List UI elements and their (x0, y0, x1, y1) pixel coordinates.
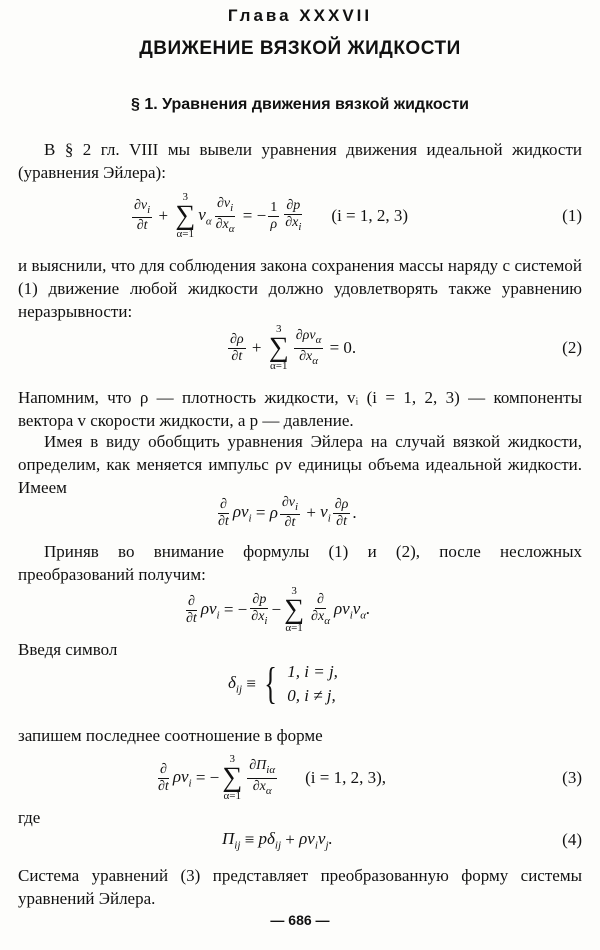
equation-2-body: $\frac{\partial\rho}{\partial t}$ + 3 ∑ α=1 $\frac{\partial\rho v_\alpha}{\partial x_\alpha}$ = 0. (230, 323, 357, 372)
equation-2 (18, 318, 582, 378)
equation-3-condition: (i = 1, 2, 3), (305, 768, 387, 787)
section-title: § 1. Уравнения движения вязкой жидкости (131, 96, 469, 113)
page-number: — 686 — (270, 912, 330, 928)
equation-1-condition: (i = 1, 2, 3) (331, 206, 409, 225)
equation-3-number: (3) (562, 768, 582, 787)
equation-3 (18, 748, 582, 808)
equation-2-number: (2) (562, 338, 582, 357)
paragraph-where: где (18, 808, 41, 827)
paragraph-continuity: и выяснили, что для соблюдения закона сохранения массы наряду с системой (1) движение любой жидкости должно удовлетворять также уравнению неразрывности: (18, 256, 582, 321)
equation-1 (18, 186, 582, 246)
paragraph-definitions: Напомним, что ρ — плотность жидкости, vᵢ (i = 1, 2, 3) — компоненты вектора v скорости жидкости, а p — давление. (18, 388, 582, 430)
equation-1-body: $\frac{\partial v_i}{\partial t}$ + 3 ∑ α=1 $v_\alpha$ $\frac{\partial v_i}{\partial x_\alpha}$ = − $\frac{1}{\rho}$ $\frac{\partial p}{\partial x_i}$ (i = 1, 2, 3) (134, 191, 409, 240)
equation-1-number: (1) (562, 206, 582, 225)
equation-momentum-body: $\frac{\partial}{\partial t}$ $\rho v_i$ = ρ $\frac{\partial v_i}{\partial t}$ + $v_i$ $\frac{\partial\rho}{\partial t}$ . (218, 494, 357, 531)
chapter-label: Глава XXXVII (227, 6, 373, 25)
equation-transformed-body: $\frac{\partial}{\partial t}$ $\rho v_i$ = − $\frac{\partial p}{\partial x_i}$ − 3 ∑ α=1 $\frac{\partial}{\partial x_\alpha}$ $\rho v_iv_\alpha$. (186, 585, 371, 634)
paragraph-intro: В § 2 гл. VIII мы вывели уравнения движения идеальной жидкости (уравнения Эйлера): (18, 140, 582, 182)
equation-delta-body: $\delta_{ij}$ ≡ { 1, i = j, 0, i ≠ j, (228, 659, 338, 708)
equation-3-body: $\frac{\partial}{\partial t}$ $\rho v_i$ = − 3 ∑ α=1 $\frac{\partial\Pi_{i\alpha}}{\partial x_\alpha}$ (i = 1, 2, 3), (158, 753, 387, 802)
paragraph-symbol: Введя символ (18, 640, 118, 659)
equation-transformed (18, 580, 582, 640)
equation-4-body: $\Pi_{ij}$ ≡ $p\delta_{ij}$ + $\rho v_iv_j$. (222, 828, 333, 852)
chapter-title: ДВИЖЕНИЕ ВЯЗКОЙ ЖИДКОСТИ (139, 38, 461, 59)
paragraph-transform: Приняв во внимание формулы (1) и (2), после несложных преобразований получим: (18, 542, 582, 584)
paragraph-momentum: Имея в виду обобщить уравнения Эйлера на случай вязкой жидкости, определим, как меняется импульс ρv единицы объема идеальной жидкости. Имеем (18, 432, 582, 497)
equation-delta (18, 654, 582, 714)
paragraph-form: запишем последнее соотношение в форме (18, 726, 323, 745)
equation-momentum (18, 488, 582, 538)
paragraph-conclusion: Система уравнений (3) представляет преобразованную форму системы уравнений Эйлера. (18, 866, 582, 908)
delta-case-zero: 0, i ≠ j, (287, 686, 336, 705)
delta-case-one: 1, i = j, (287, 662, 338, 681)
equation-4-number: (4) (562, 830, 582, 849)
equation-4 (18, 822, 582, 858)
